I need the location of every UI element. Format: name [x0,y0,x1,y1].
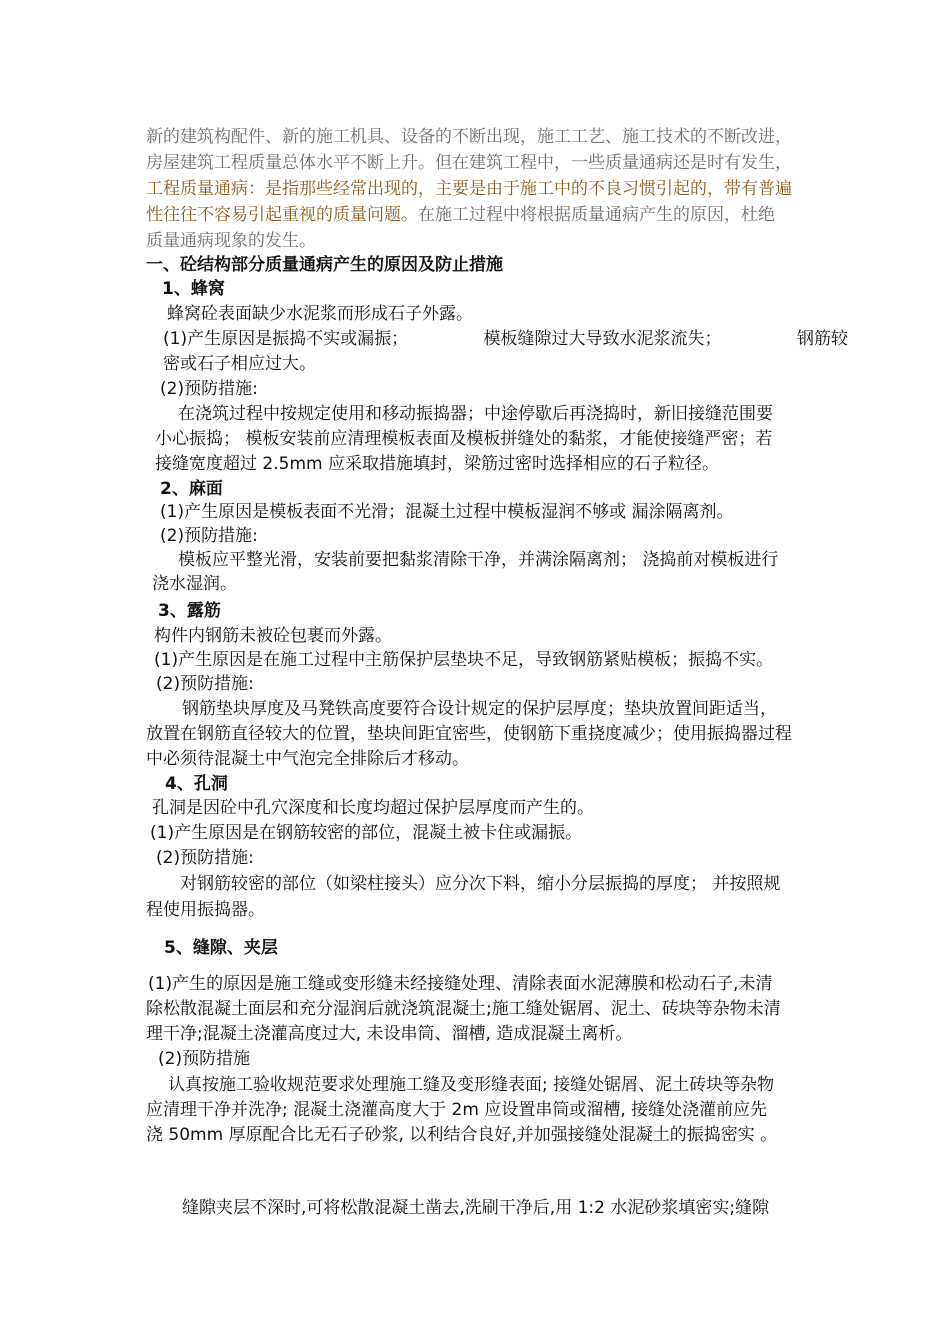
intro-rest: 在施工过程中将根据质量通病产生的原因，杜绝 [418,205,775,225]
holes-prevent-1: 对钢筋较密的部位（如梁柱接头）应分次下料，缩小分层振捣的厚度； 并按照规 [180,874,781,894]
rebar-cause: (1)产生原因是在施工过程中主筋保护层垫块不足，导致钢筋紧贴模板；振捣不实。 [154,650,774,670]
pitted-prevent-1: 模板应平整光滑，安装前要把黏浆清除干净，并满涂隔离剂； 浇捣前对模板进行 [178,550,779,570]
intro-line-2: 房屋建筑工程质量总体水平不断上升。但在建筑工程中，一些质量通病还是时有发生， [146,153,792,173]
intro-highlight: 性往往不容易引起重视的质量问题。 [146,205,418,225]
rebar-desc: 构件内钢筋未被砼包裹而外露。 [154,626,392,646]
rebar-heading: 3、露筋 [158,601,221,621]
honeycomb-cause-c: 钢筋较 [797,329,848,349]
honeycomb-cause-a: (1)产生原因是振捣不实或漏振； [163,329,409,349]
intro-line-1 [146,125,848,149]
holes-prevent-2: 程使用振捣器。 [146,900,265,920]
section-heading: 一、砼结构部分质量通病产生的原因及防止措施 [146,255,503,275]
gaps-prevent-3: 浇 50mm 厚原配合比无石子砂浆, 以利结合良好,并加强接缝处混凝土的振捣密实 。 [146,1125,778,1145]
rebar-prevent-2: 放置在钢筋直径较大的位置，垫块间距宜密些，使钢筋下重挠度减少；使用振捣器过程 [146,724,792,744]
pitted-cause: (1)产生原因是模板表面不光滑；混凝土过程中模板湿润不够或 漏涂隔离剂。 [160,502,734,522]
gaps-cause-3: 理干净;混凝土浇灌高度过大, 未设串筒、溜槽, 造成混凝土离析。 [146,1024,633,1044]
pitted-heading: 2、麻面 [160,479,223,499]
intro-text: 新的建筑构配件、新的施工机具、设备的不断出现，施工工艺、施工技术的不断改进， [146,127,792,147]
holes-cause: (1)产生原因是在钢筋较密的部位，混凝土被卡住或漏振。 [150,823,583,843]
gaps-repair-1: 缝隙夹层不深时,可将松散混凝土凿去,洗刷干净后,用 1:2 水泥砂浆填密实;缝隙 [182,1198,770,1218]
gaps-cause-2: 除松散混凝土面层和充分湿润后就浇筑混凝土;施工缝处锯屑、泥土、砖块等杂物未清 [146,999,781,1019]
honeycomb-prevent-3: 接缝宽度超过 2.5mm 应采取措施填封，梁筋过密时选择相应的石子粒径。 [155,454,719,474]
honeycomb-prevent-1: 在浇筑过程中按规定使用和移动振捣器；中途停歇后再浇捣时，新旧接缝范围要 [178,404,773,424]
honeycomb-cause-b: 模板缝隙过大导致水泥浆流失； [483,329,722,349]
gaps-cause-1: (1)产生的原因是施工缝或变形缝未经接缝处理、清除表面水泥薄膜和松动石子,未清 [148,974,773,994]
holes-heading: 4、孔洞 [165,774,228,794]
pitted-prevent-label: (2)预防措施: [160,526,258,546]
gaps-prevent-1: 认真按施工验收规范要求处理施工缝及变形缝表面; 接缝处锯屑、泥土砖块等杂物 [168,1075,775,1095]
rebar-prevent-1: 钢筋垫块厚度及马凳铁高度要符合设计规定的保护层厚度；垫块放置间距适当， [182,699,777,719]
holes-desc: 孔洞是因砼中孔穴深度和长度均超过保护层厚度而产生的。 [152,798,594,818]
rebar-prevent-label: (2)预防措施: [156,674,254,694]
intro-line-4 [146,203,775,227]
honeycomb-cause-line2: 密或石子相应过大。 [163,354,316,374]
rebar-prevent-3: 中必须待混凝土中气泡完全排除后才移动。 [146,749,469,769]
honeycomb-prevent-label: (2)预防措施: [160,379,258,399]
holes-prevent-label: (2)预防措施: [156,848,254,868]
gaps-prevent-2: 应清理干净并洗净; 混凝土浇灌高度大于 2m 应设置串筒或溜槽, 接缝处浇灌前应先 [146,1100,768,1120]
honeycomb-cause [163,327,848,351]
gaps-prevent-label: (2)预防措施 [158,1049,251,1069]
honeycomb-desc: 蜂窝砼表面缺少水泥浆而形成石子外露。 [167,304,473,324]
intro-line-5: 质量通病现象的发生。 [146,231,316,251]
intro-line-3: 工程质量通病：是指那些经常出现的，主要是由于施工中的不良习惯引起的，带有普遍 [146,179,792,199]
honeycomb-heading: 1、蜂窝 [162,279,225,299]
gaps-heading: 5、缝隙、夹层 [164,938,278,958]
pitted-prevent-2: 浇水湿润。 [152,574,237,594]
honeycomb-prevent-2: 小心振捣； 模板安装前应清理模板表面及模板拼缝处的黏浆，才能使接缝严密；若 [155,429,773,449]
